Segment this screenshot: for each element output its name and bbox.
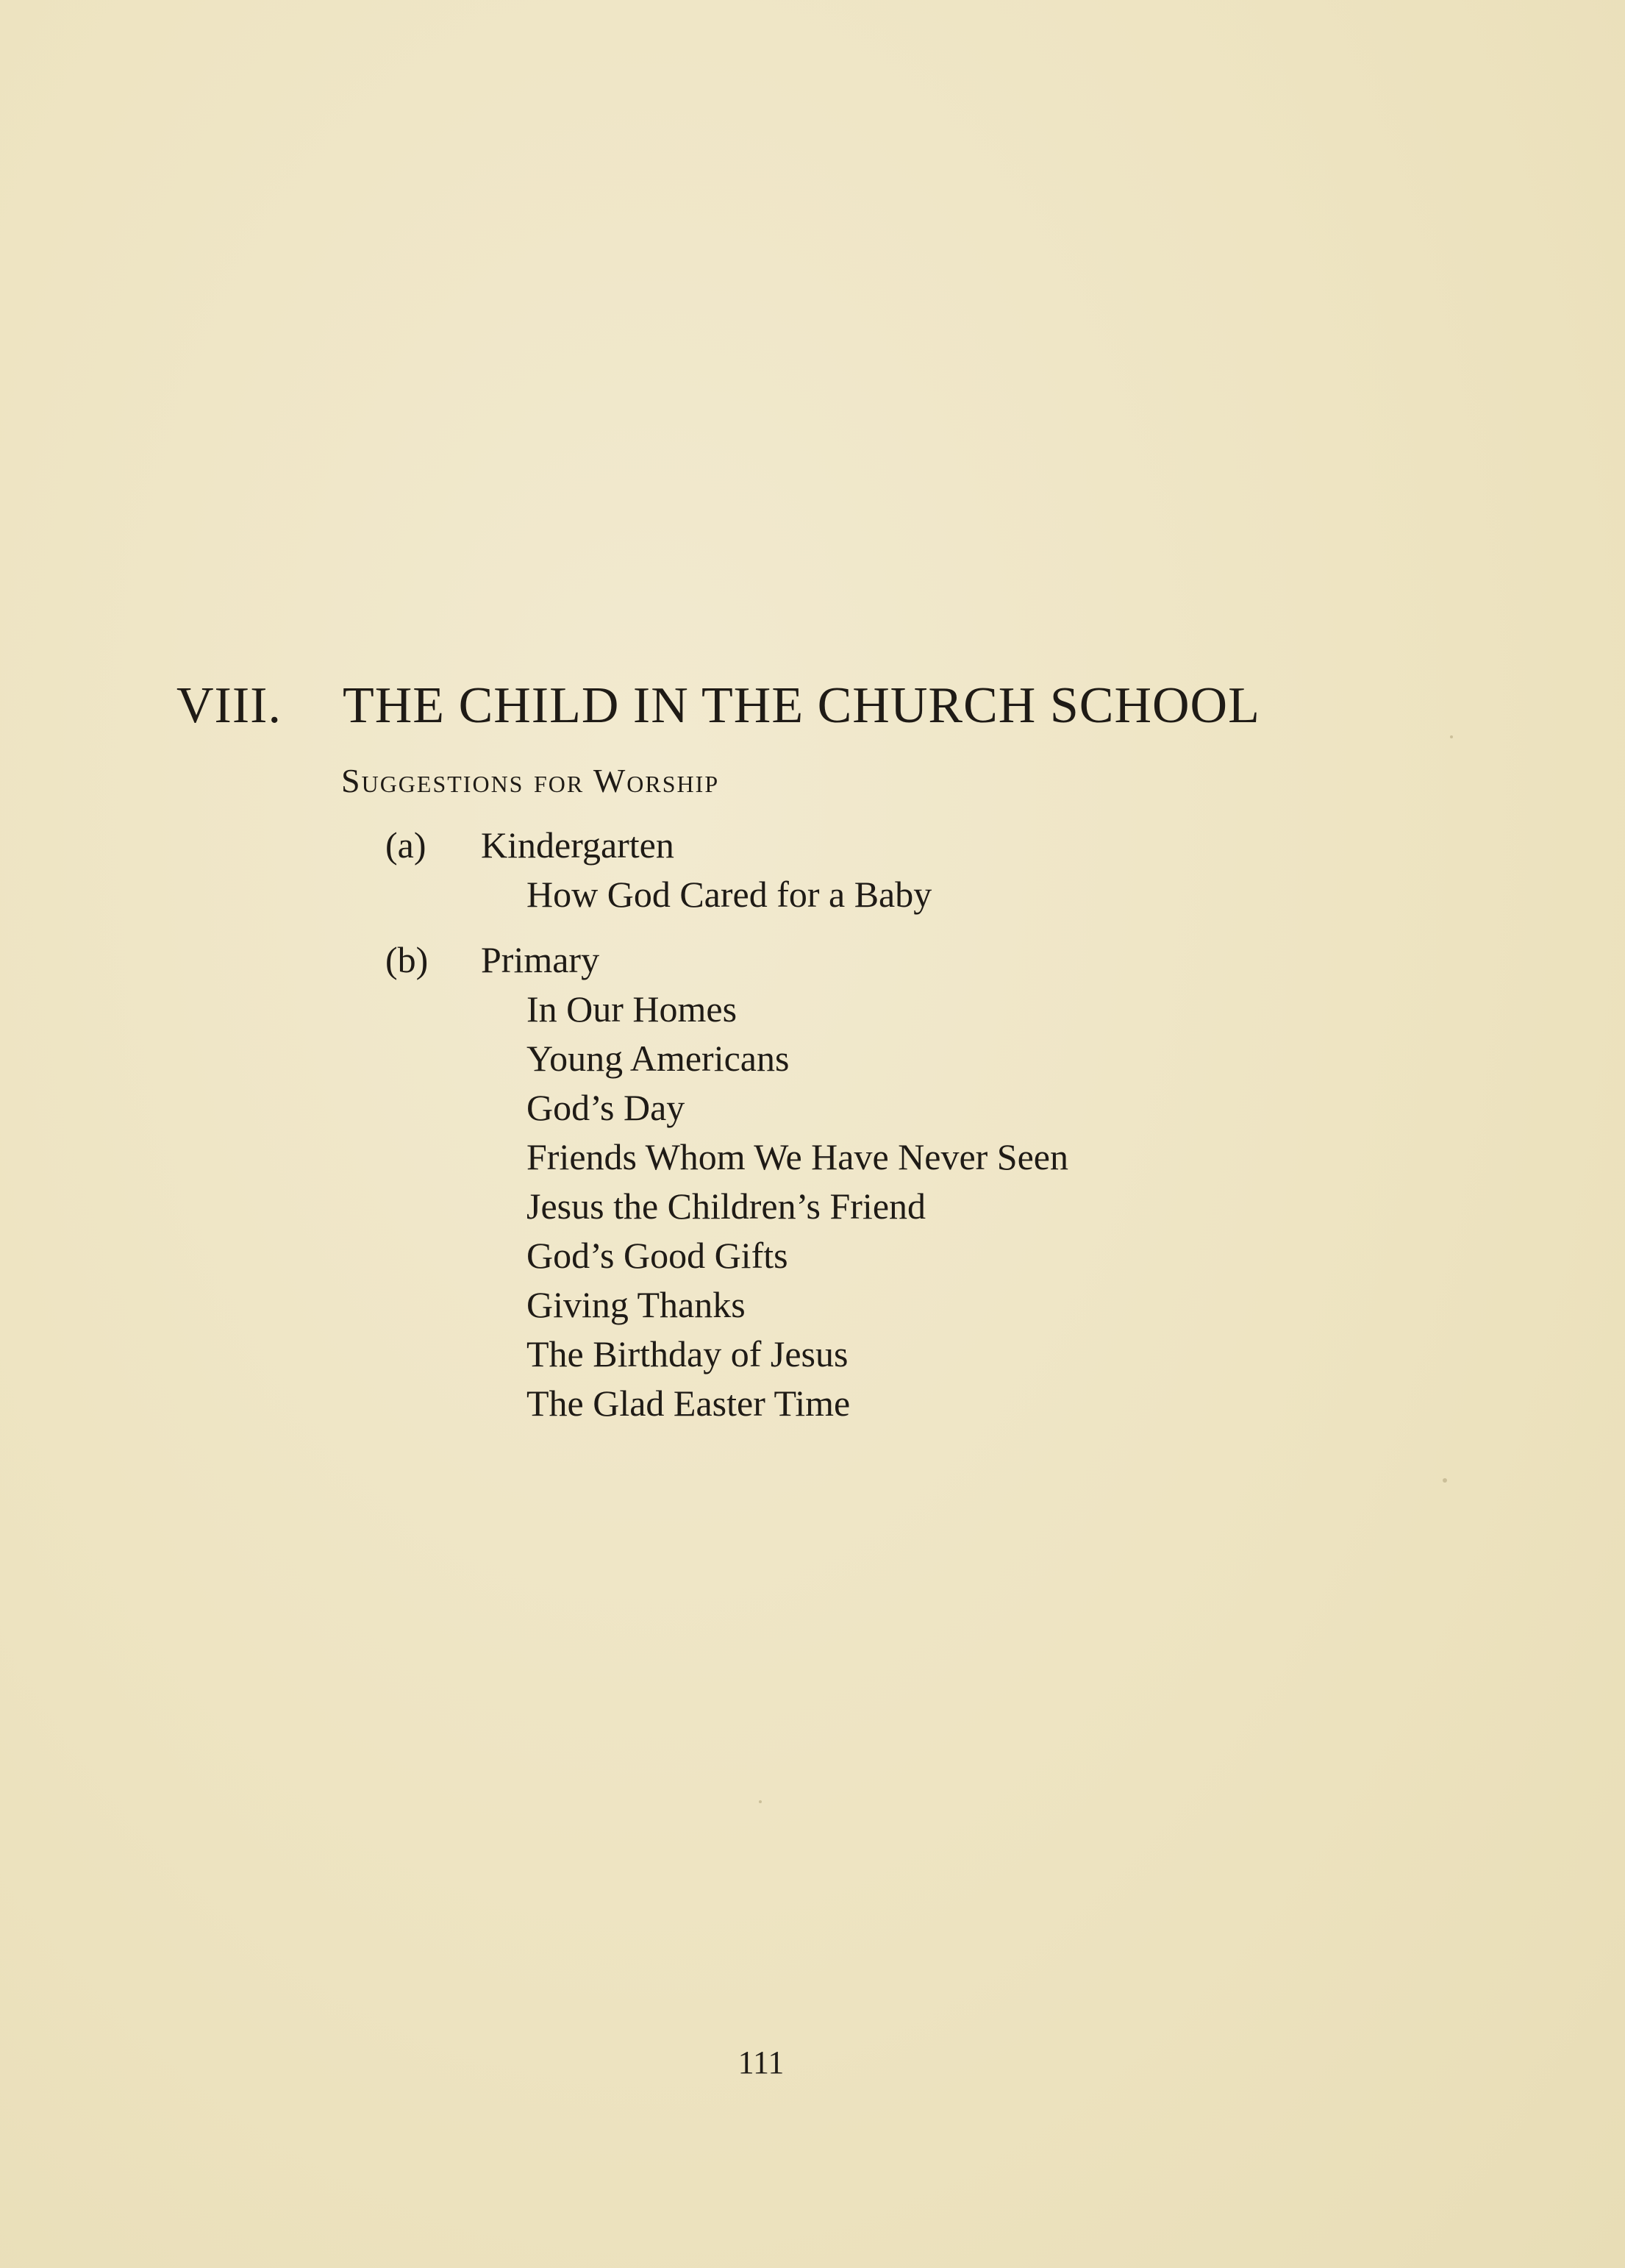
list-item: In Our Homes	[526, 988, 738, 1030]
section-marker: (b)	[385, 939, 429, 980]
list-item: The Birthday of Jesus	[526, 1333, 849, 1374]
chapter-title: THE CHILD IN THE CHURCH SCHOOL	[343, 677, 1260, 734]
list-item: God’s Good Gifts	[526, 1235, 788, 1276]
chapter-number: VIII.	[176, 677, 282, 734]
section-header	[385, 821, 932, 870]
section-header	[385, 935, 1068, 985]
section-items	[385, 870, 932, 919]
paper-speck	[1443, 1478, 1447, 1483]
list-item: Young Americans	[526, 1038, 790, 1079]
section-kindergarten	[385, 821, 932, 919]
section-subheading: Suggestions for Worship	[341, 762, 720, 799]
section-items	[385, 985, 1068, 1428]
paper-speck	[1450, 735, 1453, 738]
list-item: The Glad Easter Time	[526, 1383, 851, 1424]
section-marker: (a)	[385, 824, 426, 866]
list-item: God’s Day	[526, 1087, 685, 1128]
chapter-heading	[176, 677, 1574, 735]
section-label: Primary	[481, 939, 600, 980]
list-item: How God Cared for a Baby	[526, 874, 932, 915]
list-item: Friends Whom We Have Never Seen	[526, 1136, 1068, 1177]
paper-speck	[759, 1800, 762, 1803]
section-label: Kindergarten	[481, 824, 674, 866]
list-item: Giving Thanks	[526, 1284, 746, 1325]
list-item: Jesus the Children’s Friend	[526, 1185, 926, 1227]
page-number: 111	[738, 2044, 785, 2080]
section-primary	[385, 935, 1068, 1428]
